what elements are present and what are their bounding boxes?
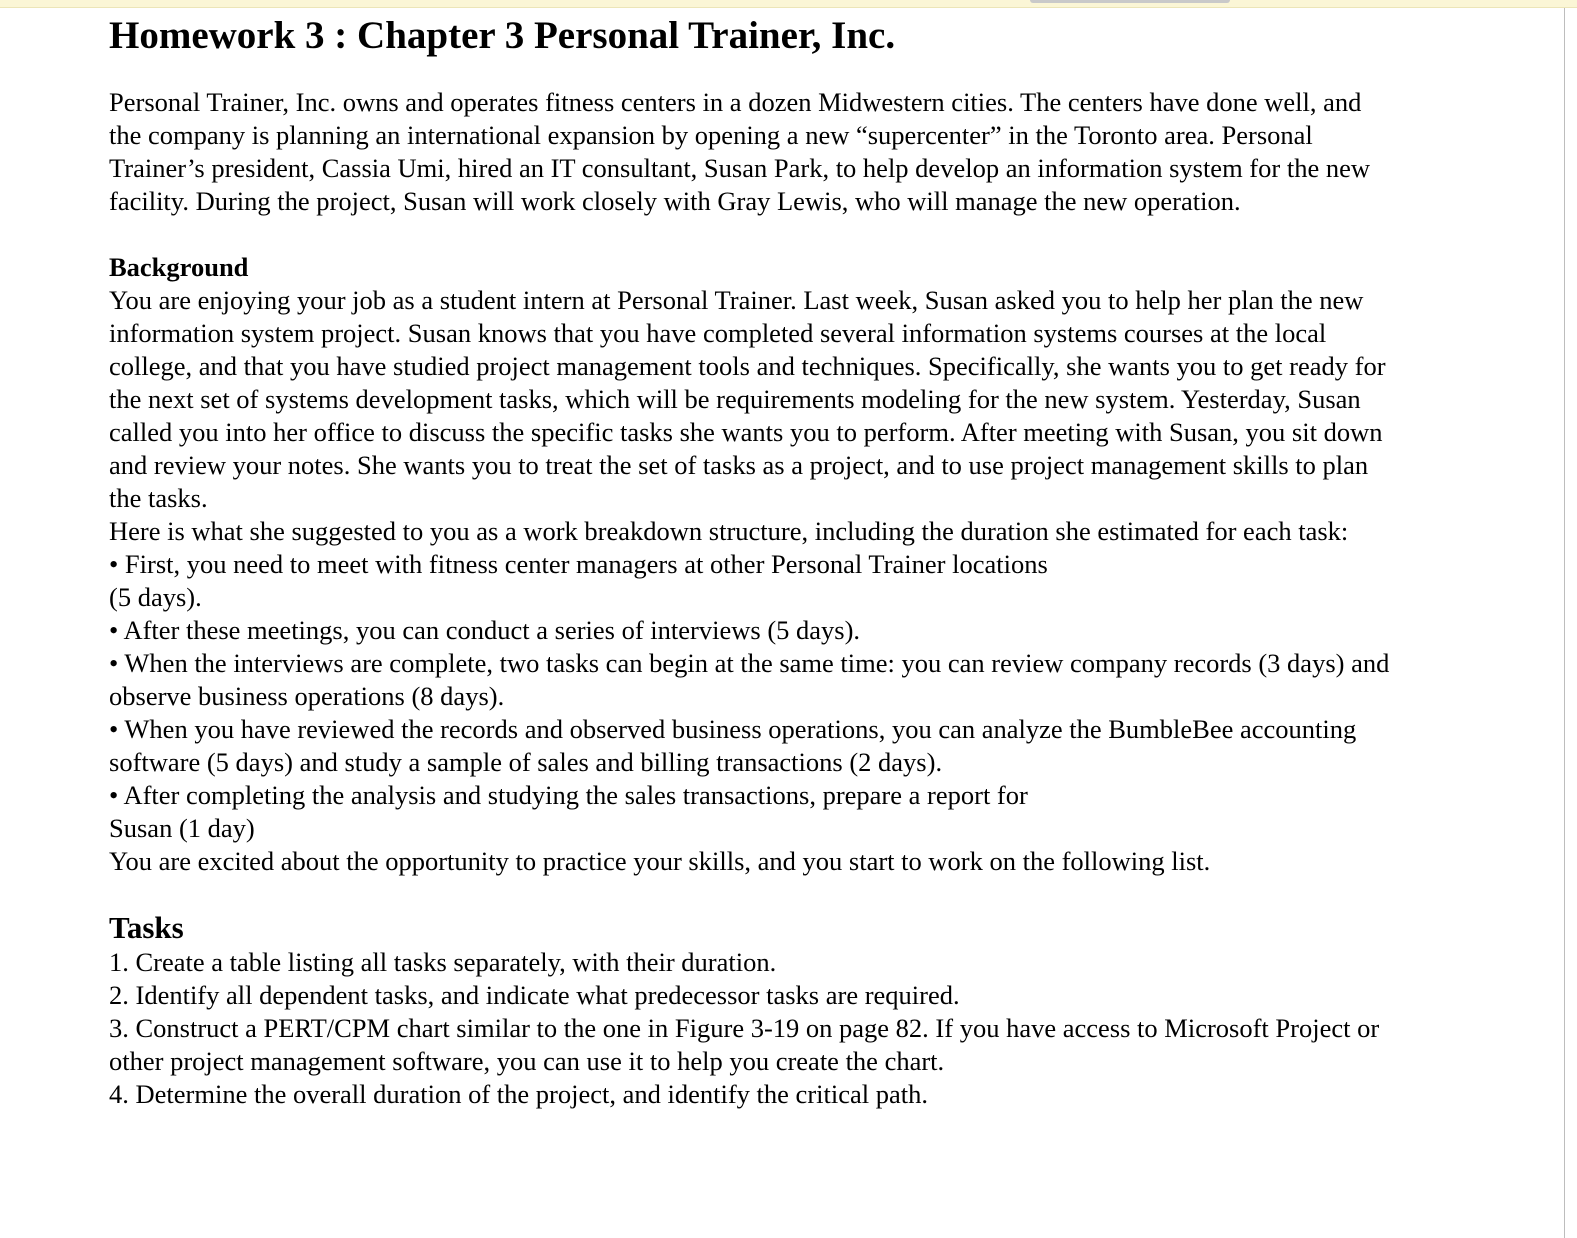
- wbs-intro-paragraph: Here is what she suggested to you as a work breakdown structure, including the duration she estimated for each task:: [109, 516, 1349, 546]
- document-title: Homework 3 : Chapter 3 Personal Trainer, Inc.: [109, 14, 896, 57]
- window-top-bar: [0, 0, 1577, 8]
- top-bar-tab-handle[interactable]: [1030, 0, 1230, 3]
- task-item: 2. Identify all dependent tasks, and indicate what predecessor tasks are required.: [109, 980, 960, 1010]
- wbs-bullet-item: (5 days).: [109, 582, 202, 612]
- intro-paragraph: Personal Trainer, Inc. owns and operates fitness centers in a dozen Midwestern cities. The centers have done well, and the company is planning an international expansion by opening a new “supercenter” in the Toronto area. Personal Trainer’s president, Cassia Umi, hired an IT consultant, Susan Park, to help develop an information system for the new facility. During the project, Susan will work closely with Gray Lewis, who will manage the new operation.: [109, 87, 1370, 216]
- task-item: 3. Construct a PERT/CPM chart similar to the one in Figure 3-19 on page 82. If you have access to Microsoft Project or other project management software, you can use it to help you create the chart.: [109, 1013, 1380, 1076]
- vertical-scrollbar[interactable]: [1564, 8, 1577, 1238]
- background-closing: You are excited about the opportunity to practice your skills, and you start to work on the following list.: [109, 846, 1211, 876]
- wbs-bullet-item: • When you have reviewed the records and observed business operations, you can analyze the BumbleBee accounting software (5 days) and study a sample of sales and billing transactions (2 days).: [109, 714, 1357, 777]
- wbs-bullet-list: [109, 548, 1399, 845]
- tasks-list: [109, 946, 1399, 1111]
- tasks-heading: Tasks: [109, 910, 184, 945]
- wbs-bullet-item: Susan (1 day): [109, 813, 255, 843]
- wbs-bullet-item: • After completing the analysis and studying the sales transactions, prepare a report for: [109, 780, 1028, 810]
- background-heading: Background: [109, 252, 249, 282]
- background-paragraph: You are enjoying your job as a student intern at Personal Trainer. Last week, Susan asked you to help her plan the new information system project. Susan knows that you have completed several information systems courses at the local college, and that you have studied project management tools and techniques. Specifically, she wants you to get ready for the next set of systems development tasks, which will be requirements modeling for the new system. Yesterday, Susan called you into her office to discuss the specific tasks she wants you to perform. After meeting with Susan, you sit down and review your notes. She wants you to treat the set of tasks as a project, and to use project management skills to plan the tasks.: [109, 285, 1386, 513]
- wbs-bullet-item: • After these meetings, you can conduct a series of interviews (5 days).: [109, 615, 861, 645]
- task-item: 4. Determine the overall duration of the project, and identify the critical path.: [109, 1079, 928, 1109]
- task-item: 1. Create a table listing all tasks separately, with their duration.: [109, 947, 777, 977]
- wbs-bullet-item: • When the interviews are complete, two tasks can begin at the same time: you can review company records (3 days) and observe business operations (8 days).: [109, 648, 1390, 711]
- wbs-bullet-item: • First, you need to meet with fitness center managers at other Personal Trainer locations: [109, 549, 1048, 579]
- document-page: [109, 10, 1399, 1111]
